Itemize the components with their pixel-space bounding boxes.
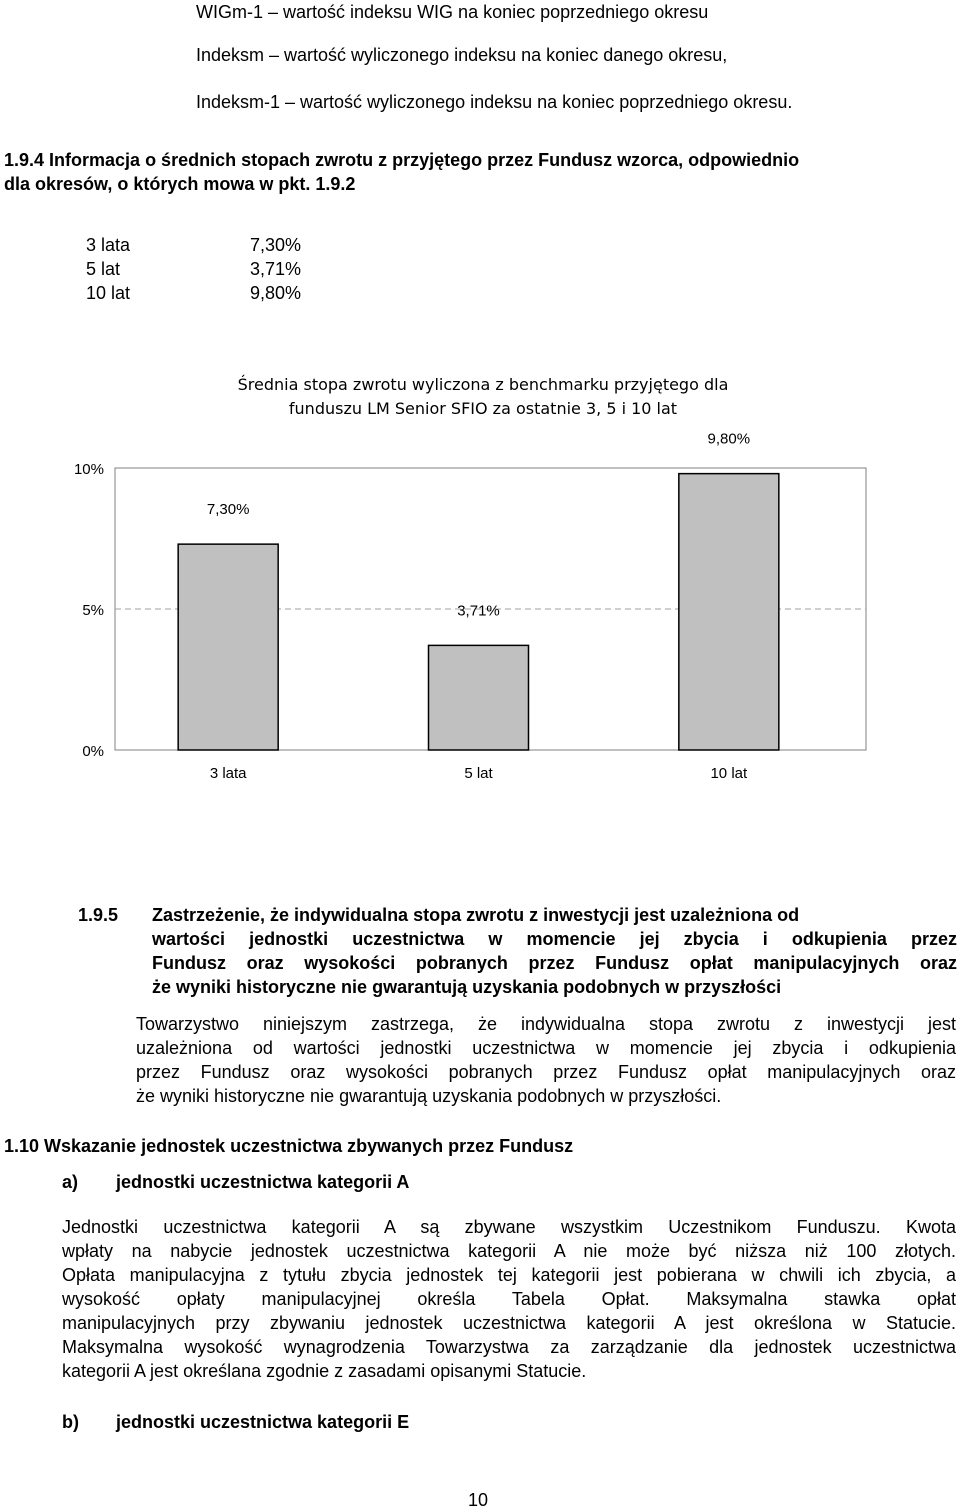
section-110-body-line1: Jednostki uczestnictwa kategorii A są zbywane wszystkim Uczestnikom Funduszu. Kwota — [62, 1217, 956, 1237]
y-tick-label: 10% — [73, 461, 104, 478]
rates-value-10: 9,80% — [250, 283, 302, 303]
bar-value-label: 3,71% — [457, 602, 500, 620]
section-195-body-line4: że wyniki historyczne nie gwarantują uzyskania podobnych w przyszłości. — [136, 1086, 722, 1106]
section-194-heading-line2: dla okresów, o których mowa w pkt. 1.9.2 — [4, 174, 356, 194]
rates-period-5: 5 lat — [86, 259, 121, 279]
bar — [679, 474, 779, 750]
section-195-heading-line3: Fundusz oraz wysokości pobranych przez Fundusz opłat manipulacyjnych oraz — [152, 953, 957, 973]
section-110-body-line2: wpłaty na nabycie jednostek uczestnictwa kategorii A nie może być niższa niż 100 złotych. — [62, 1241, 956, 1261]
section-110-body-line6: Maksymalna wysokość wynagrodzenia Towarzystwa za zarządzanie dla jednostek uczestnictwa — [62, 1337, 956, 1357]
bar-value-label: 7,30% — [206, 501, 250, 519]
section-195-heading-line1: Zastrzeżenie, że indywidualna stopa zwrotu z inwestycji jest uzależniona od — [152, 905, 800, 925]
bar — [178, 544, 278, 750]
section-195-number: 1.9.5 — [78, 905, 119, 925]
x-category-label: 5 lat — [464, 765, 493, 782]
section-194-heading-line1: 1.9.4 Informacja o średnich stopach zwrotu z przyjętego przez Fundusz wzorca, odpowiednio — [4, 150, 800, 170]
rates-value-5: 3,71% — [250, 259, 302, 279]
bar-value-label: 9,80% — [707, 430, 751, 448]
section-110-body-line5: manipulacyjnych przy zbywaniu jednostek uczestnictwa kategorii A jest określona w Statucie. — [62, 1313, 956, 1333]
x-category-label: 10 lat — [710, 765, 748, 782]
bar — [429, 645, 529, 750]
sub-a-title: jednostki uczestnictwa kategorii A — [116, 1172, 410, 1192]
chart-title-line1: Średnia stopa zwrotu wyliczona z benchmarku przyjętego dla — [237, 375, 729, 394]
benchmark-bar-chart — [0, 360, 960, 800]
section-195-body-line2: uzależniona od wartości jednostki uczestnictwa w momencie jej zbycia i odkupienia — [136, 1038, 956, 1058]
sub-b-letter: b) — [62, 1412, 79, 1432]
y-tick-label: 5% — [82, 602, 104, 619]
section-110-body-line7: kategorii A jest określana zgodnie z zasadami opisanymi Statucie. — [62, 1361, 587, 1381]
sub-a-letter: a) — [62, 1172, 79, 1192]
section-195-body-line1: Towarzystwo niniejszym zastrzega, że indywidualna stopa zwrotu z inwestycji jest — [136, 1014, 956, 1034]
rates-period-10: 10 lat — [86, 283, 131, 303]
intro-line-3: Indeksm-1 – wartość wyliczonego indeksu na koniec poprzedniego okresu. — [196, 92, 793, 112]
x-category-label: 3 lata — [209, 765, 247, 782]
intro-line-2: Indeksm – wartość wyliczonego indeksu na koniec danego okresu, — [196, 45, 728, 65]
section-195-heading-line4: że wyniki historyczne nie gwarantują uzyskania podobnych w przyszłości — [152, 977, 782, 997]
page-number: 10 — [468, 1490, 489, 1510]
chart-title-line2: funduszu LM Senior SFIO za ostatnie 3, 5 i 10 lat — [288, 399, 678, 418]
sub-b-title: jednostki uczestnictwa kategorii E — [116, 1412, 410, 1432]
rates-period-3: 3 lata — [86, 235, 131, 255]
intro-line-1: WIGm-1 – wartość indeksu WIG na koniec poprzedniego okresu — [196, 2, 709, 22]
section-110-body-line4: wysokość opłaty manipulacyjnej określa Tabela Opłat. Maksymalna stawka opłat — [62, 1289, 956, 1309]
section-195-body-line3: przez Fundusz oraz wysokości pobranych przez Fundusz opłat manipulacyjnych oraz — [136, 1062, 956, 1082]
section-110-body-line3: Opłata manipulacyjna z tytułu zbycia jednostek tej kategorii jest pobierana w chwili ich zbycia, a — [62, 1265, 956, 1285]
section-110-heading: 1.10 Wskazanie jednostek uczestnictwa zbywanych przez Fundusz — [4, 1136, 574, 1156]
y-tick-label: 0% — [82, 743, 104, 760]
rates-value-3: 7,30% — [250, 235, 302, 255]
section-195-heading-line2: wartości jednostki uczestnictwa w momencie jej zbycia i odkupienia przez — [152, 929, 957, 949]
